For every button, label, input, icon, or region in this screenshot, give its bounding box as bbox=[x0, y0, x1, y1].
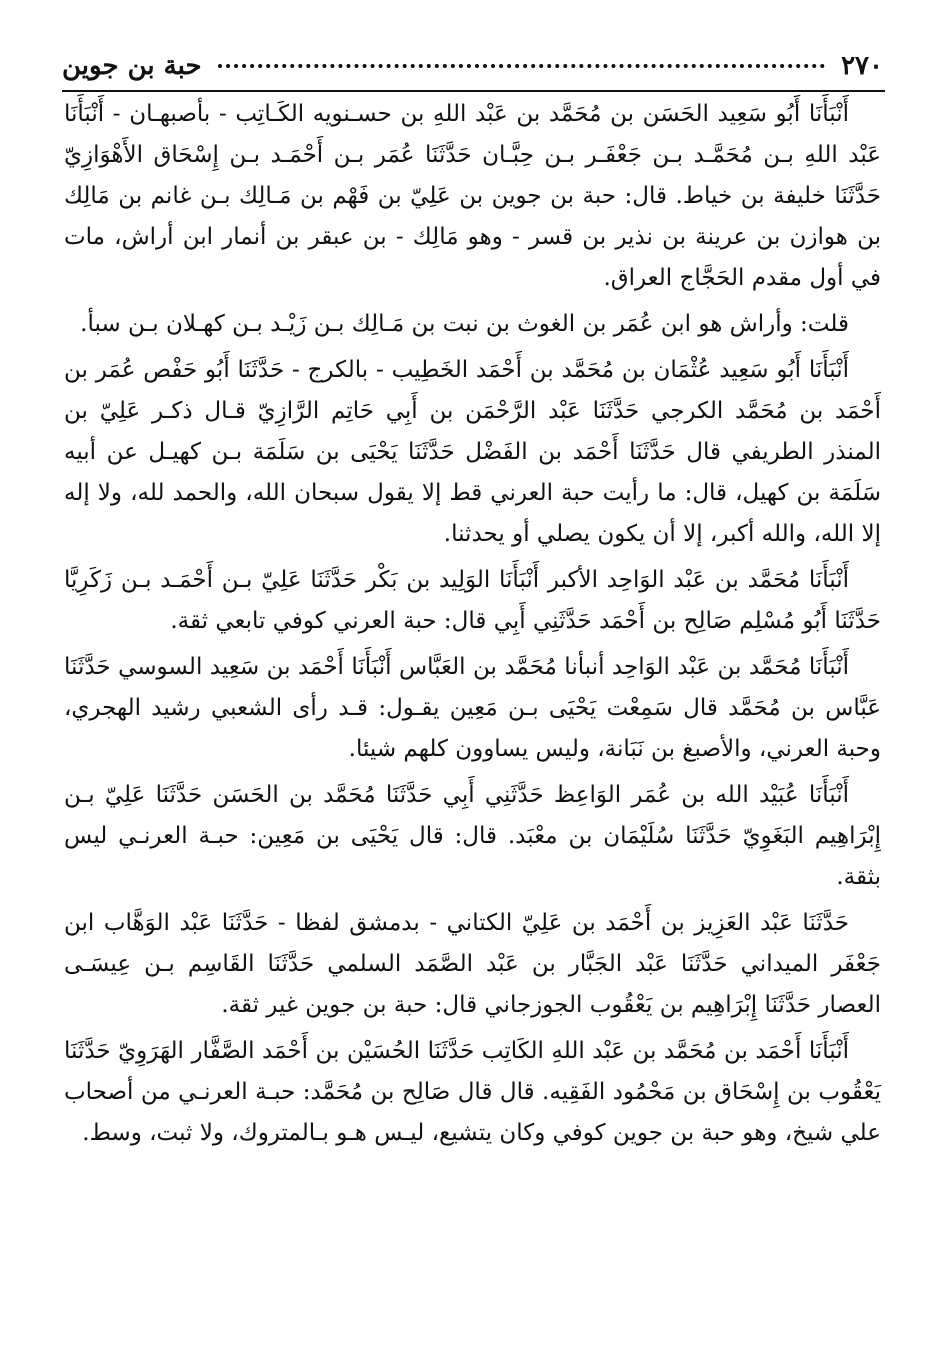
paragraph-1: أَنْبَأَنَا أَبُو سَعِيد الحَسَن بن مُحَمَّد بن عَبْد اللهِ بن حسـنويه الكَـاتِب - بأصبهـان - أَنْبَأَنَا عَبْد اللهِ بـن مُحَمَّـد بـن جَعْفَـر بـن حِبَّـان حَدَّثَنَا عُمَر بـن أَحْمَـد بـن إِسْحَاق الأَهْوَازِيّ حَدَّثَنَا خليفة بن خياط. قال: حبة بن جوين بن عَلِيّ بن فَهْم بن مَـالِك بـن غانم بن مَالِك بن هوازن بن عرينة بن نذير بن قسر - وهو مَالِك - بن عبقر بن أنمار ابن أراش، مات في أول مقدم الحَجَّاج العراق. bbox=[64, 101, 881, 291]
paragraph-5: أَنْبَأَنَا مُحَمَّد بن عَبْد الوَاحِد أنبأنا مُحَمَّد بن العَبَّاس أَنْبَأَنَا أَحْمَد بن سَعِيد السوسي حَدَّثَنَا عَبَّاس بن مُحَمَّد قال سَمِعْت يَحْيَى بـن مَعِين يقـول: قـد رأى الشعبي رشيد الهجري، وحبة العرني، والأصبغ بن نَبَانة، وليس يساوون كلهم شيئا. bbox=[64, 654, 881, 762]
paragraph-7: حَدَّثَنَا عَبْد العَزِيز بن أَحْمَد بن عَلِيّ الكتاني - بدمشق لفظا - حَدَّثَنَا عَبْد الوَهَّاب ابن جَعْفَر الميداني حَدَّثَنَا عَبْد الجَبَّار بن عَبْد الصَّمَد السلمي حَدَّثَنَا القَاسِم بـن عِيسَـى العصار حَدَّثَنَا إِبْرَاهِيم بن يَعْقُوب الجوزجاني قال: حبة بن جوين غير ثقة. bbox=[64, 910, 881, 1018]
paragraph-6: أَنْبَأَنَا عُبَيْد الله بن عُمَر الوَاعِظ حَدَّثَنِي أَبِي حَدَّثَنَا مُحَمَّد بن الحَسَن حَدَّثَنَا عَلِيّ بـن إِبْرَاهِيم البَغَوِيّ حَدَّثَنَا سُلَيْمَان بن معْبَد. قال: قال يَحْيَى بن مَعِين: حبـة العرنـي ليس بثقة. bbox=[64, 782, 881, 890]
page-header bbox=[62, 44, 883, 88]
page-number: ٢٧٠ bbox=[841, 51, 883, 81]
paragraph-3: أَنْبَأَنَا أَبُو سَعِيد عُثْمَان بن مُحَمَّد بن أَحْمَد الخَطِيب - بالكرج - حَدَّثَنَا أَبُو حَفْص عُمَر بن أَحْمَد بن مُحَمَّد الكرجي حَدَّثَنَا عَبْد الرَّحْمَن بن أَبِي حَاتِم الرَّازِيّ قـال ذكـر عَلِيّ بن المنذر الطريفي قال حَدَّثَنَا أَحْمَد بن الفَضْل حَدَّثَنَا يَحْيَى بن سَلَمَة بـن كهيـل عن أبيه سَلَمَة بن كهيل، قال: ما رأيت حبة العرني قط إلا يقول سبحان الله، والحمد لله، ولا إله إلا الله، والله أكبر، إلا أن يكون يصلي أو يحدثنا. bbox=[64, 357, 881, 547]
header-rule bbox=[62, 90, 885, 92]
header-dot-leader bbox=[218, 64, 826, 68]
paragraph-2: قلت: وأراش هو ابن عُمَر بن الغوث بن نبت بن مَـالِك بـن زَيْـد بـن كهـلان بـن سبأ. bbox=[80, 311, 849, 337]
paragraph-8: أَنْبَأَنَا أَحْمَد بن مُحَمَّد بن عَبْد اللهِ الكَاتِب حَدَّثَنَا الحُسَيْن بن أَحْمَد الصَّفَّار الهَرَوِيّ حَدَّثَنَا يَعْقُوب بن إِسْحَاق بن مَحْمُود الفَقِيه. قال قال صَالِح بن مُحَمَّد: حبـة العرنـي من أصحاب علي شيخ، وهو حبة بن جوين كوفي وكان يتشيع، ليـس هـو بـالمتروك، ولا ثبت، وسط. bbox=[64, 1038, 881, 1146]
paragraph-4: أَنْبَأَنَا مُحَمَّد بن عَبْد الوَاحِد الأكبر أَنْبَأَنَا الوَلِيد بن بَكْر حَدَّثَنَا عَلِيّ بـن أَحْمَـد بـن زَكَرِيَّا حَدَّثَنَا أَبُو مُسْلِم صَالِح بن أَحْمَد حَدَّثَنِي أَبِي قال: حبة العرني كوفي تابعي ثقة. bbox=[64, 567, 881, 634]
page-body bbox=[64, 94, 881, 1159]
running-title: حبة بن جوين bbox=[62, 51, 202, 81]
